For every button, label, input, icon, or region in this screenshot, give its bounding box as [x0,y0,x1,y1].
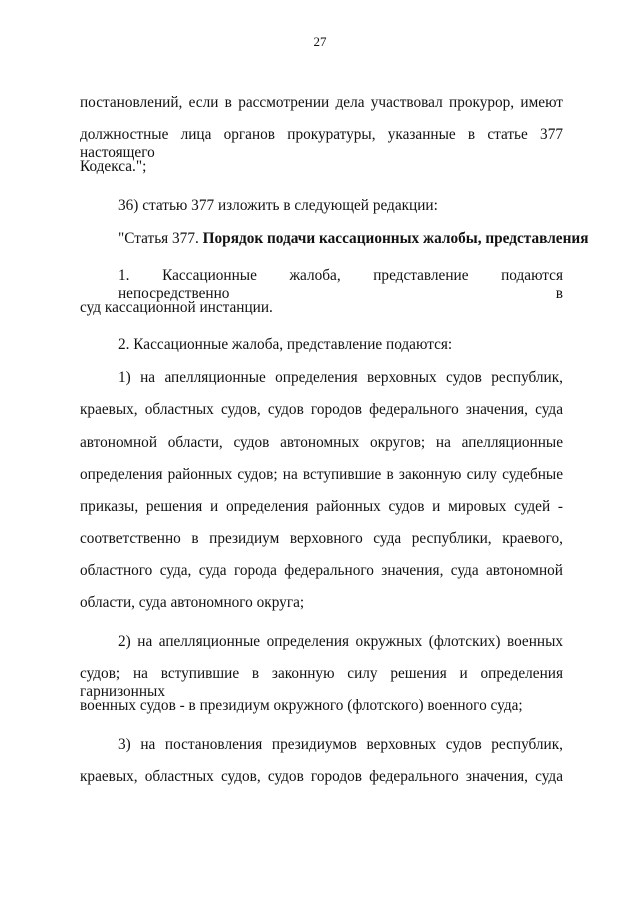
text-line: приказы, решения и определения районных судов и мировых судей - [80,498,563,515]
text-line: судов; на вступившие в законную силу решения и определения гарнизонных [80,665,563,700]
text-line: 2) на апелляционные определения окружных (флотских) военных [118,633,563,650]
text-line: 1. Кассационные жалоба, представление подаются непосредственно в [118,267,563,302]
text-line: краевых, областных судов, судов городов федерального значения, суда [80,401,563,418]
text-line: области, суда автономного округа; [80,594,305,611]
text-line: постановлений, если в рассмотрении дела участвовал прокурор, имеют [80,94,563,111]
text-line: суд кассационной инстанции. [80,299,273,316]
text-line: Кодекса."; [80,158,147,175]
text-line: военных судов - в президиум окружного (флотского) военного суда; [80,697,523,714]
text-line: 2. Кассационные жалоба, представление подаются: [118,336,453,353]
text-line: определения районных судов; на вступившие в законную силу судебные [80,466,563,483]
text-line: 3) на постановления президиумов верховных судов республик, [118,736,563,753]
article-number: "Статья 377. [118,230,203,247]
text-line: должностные лица органов прокуратуры, указанные в статье 377 настоящего [80,126,563,161]
text-line: областного суда, суда города федерального значения, суда автономной [80,562,563,579]
article-heading [118,230,589,248]
text-line: автономной области, судов автономных округов; на апелляционные [80,434,563,451]
page-number: 27 [313,34,327,49]
text-line: соответственно в президиум верховного суда республики, краевого, [80,530,563,547]
article-title: Порядок подачи кассационных жалобы, представления [202,230,589,247]
text-line: краевых, областных судов, судов городов федерального значения, суда [80,768,563,785]
text-line: 1) на апелляционные определения верховных судов республик, [118,369,563,386]
text-line: 36) статью 377 изложить в следующей редакции: [118,197,438,214]
